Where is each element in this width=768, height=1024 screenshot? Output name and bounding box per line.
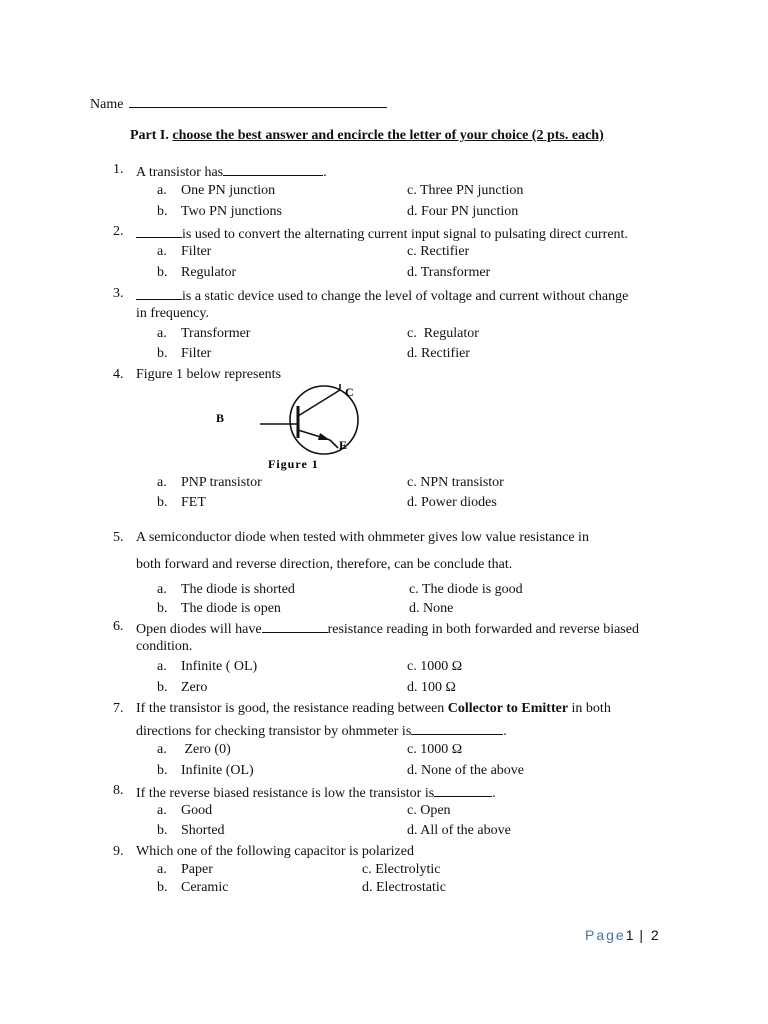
- option[interactable]: a. The diode is shorted: [157, 582, 295, 597]
- option[interactable]: c. NPN transistor: [407, 475, 504, 490]
- option[interactable]: a. Paper: [157, 862, 213, 877]
- option[interactable]: a. Infinite ( OL): [157, 659, 258, 674]
- question-text: is a static device used to change the level of voltage and current without change: [136, 286, 628, 305]
- question-number: 7.: [113, 701, 124, 716]
- question-number: 1.: [113, 162, 124, 177]
- option[interactable]: d. None: [409, 601, 454, 616]
- option[interactable]: d. Rectifier: [407, 346, 470, 361]
- option[interactable]: c. 1000 Ω: [407, 742, 463, 757]
- option[interactable]: b. Ceramic: [157, 880, 229, 895]
- question-text: A semiconductor diode when tested with ohmmeter gives low value resistance in: [136, 530, 589, 545]
- option[interactable]: b. FET: [157, 495, 206, 510]
- question-text-continued: in frequency.: [136, 306, 209, 321]
- option[interactable]: d. Four PN junction: [407, 204, 519, 219]
- question-text: Open diodes will have resistance reading in both forwarded and reverse biased: [136, 619, 639, 638]
- option[interactable]: b. Zero: [157, 680, 208, 695]
- question-text: Which one of the following capacitor is polarized: [136, 844, 414, 859]
- answer-blank: [262, 619, 328, 633]
- part-label: Part I.: [130, 128, 169, 143]
- base-label: B: [216, 411, 225, 425]
- option[interactable]: c. The diode is good: [409, 582, 523, 597]
- figure-caption: Figure 1: [268, 457, 319, 471]
- question-text: If the reverse biased resistance is low the transistor is .: [136, 783, 496, 802]
- option[interactable]: a. Zero (0): [157, 742, 231, 757]
- option[interactable]: d. Power diodes: [407, 495, 497, 510]
- emitter-arrow: [318, 433, 330, 440]
- option[interactable]: d. Transformer: [407, 265, 491, 280]
- transistor-figure: [212, 384, 372, 474]
- option[interactable]: a. One PN junction: [157, 183, 276, 198]
- option[interactable]: c. Electrolytic: [362, 862, 441, 877]
- answer-blank: [434, 783, 492, 797]
- question-number: 2.: [113, 224, 124, 239]
- answer-blank: [136, 286, 182, 300]
- option[interactable]: a. Filter: [157, 244, 212, 259]
- question-text: If the transistor is good, the resistance reading between Collector to Emitter in both: [136, 701, 611, 716]
- option[interactable]: d. 100 Ω: [407, 680, 456, 695]
- page-number: [585, 927, 659, 943]
- option[interactable]: a. Good: [157, 803, 213, 818]
- option[interactable]: c. Regulator: [407, 326, 479, 341]
- collector-lead: [298, 390, 340, 416]
- collector-label: C: [345, 385, 354, 399]
- question-number: 8.: [113, 783, 124, 798]
- option[interactable]: d. None of the above: [407, 763, 525, 778]
- name-blank-line[interactable]: [129, 93, 387, 108]
- emitter-label: E: [339, 438, 348, 452]
- question-number: 4.: [113, 367, 124, 382]
- option[interactable]: a. Transformer: [157, 326, 251, 341]
- option[interactable]: b. Filter: [157, 346, 212, 361]
- question-text-continued: both forward and reverse direction, therefore, can be conclude that.: [136, 557, 513, 572]
- option[interactable]: c. 1000 Ω: [407, 659, 463, 674]
- question-number: 6.: [113, 619, 124, 634]
- option[interactable]: b. Regulator: [157, 265, 237, 280]
- option[interactable]: b. The diode is open: [157, 601, 281, 616]
- question-text: A transistor has .: [136, 162, 327, 181]
- option[interactable]: d. All of the above: [407, 823, 511, 838]
- question-text-continued: condition.: [136, 639, 193, 654]
- answer-blank: [411, 721, 503, 735]
- current-page: 1: [625, 927, 634, 943]
- question-number: 9.: [113, 844, 124, 859]
- option[interactable]: a. PNP transistor: [157, 475, 262, 490]
- name-label: Name: [90, 97, 124, 112]
- part-instruction: choose the best answer and encircle the letter of your choice (2 pts. each): [172, 128, 604, 143]
- option[interactable]: c. Rectifier: [407, 244, 470, 259]
- total-pages: 2: [650, 927, 659, 943]
- question-number: 3.: [113, 286, 124, 301]
- name-field-row: [90, 93, 387, 113]
- option[interactable]: b. Two PN junctions: [157, 204, 282, 219]
- question-text: Figure 1 below represents: [136, 367, 282, 382]
- page-separator: |: [639, 927, 646, 943]
- part-heading: [130, 128, 604, 144]
- question-text-continued: directions for checking transistor by ohmmeter is .: [136, 721, 507, 740]
- question-text: is used to convert the alternating current input signal to pulsating direct current.: [136, 224, 628, 243]
- option[interactable]: d. Electrostatic: [362, 880, 446, 895]
- question-number: 5.: [113, 530, 124, 545]
- option[interactable]: b. Shorted: [157, 823, 225, 838]
- option[interactable]: b. Infinite (OL): [157, 763, 254, 778]
- answer-blank: [223, 162, 323, 176]
- option[interactable]: c. Open: [407, 803, 451, 818]
- option[interactable]: c. Three PN junction: [407, 183, 524, 198]
- page-word: Page: [585, 927, 626, 943]
- answer-blank: [136, 224, 182, 238]
